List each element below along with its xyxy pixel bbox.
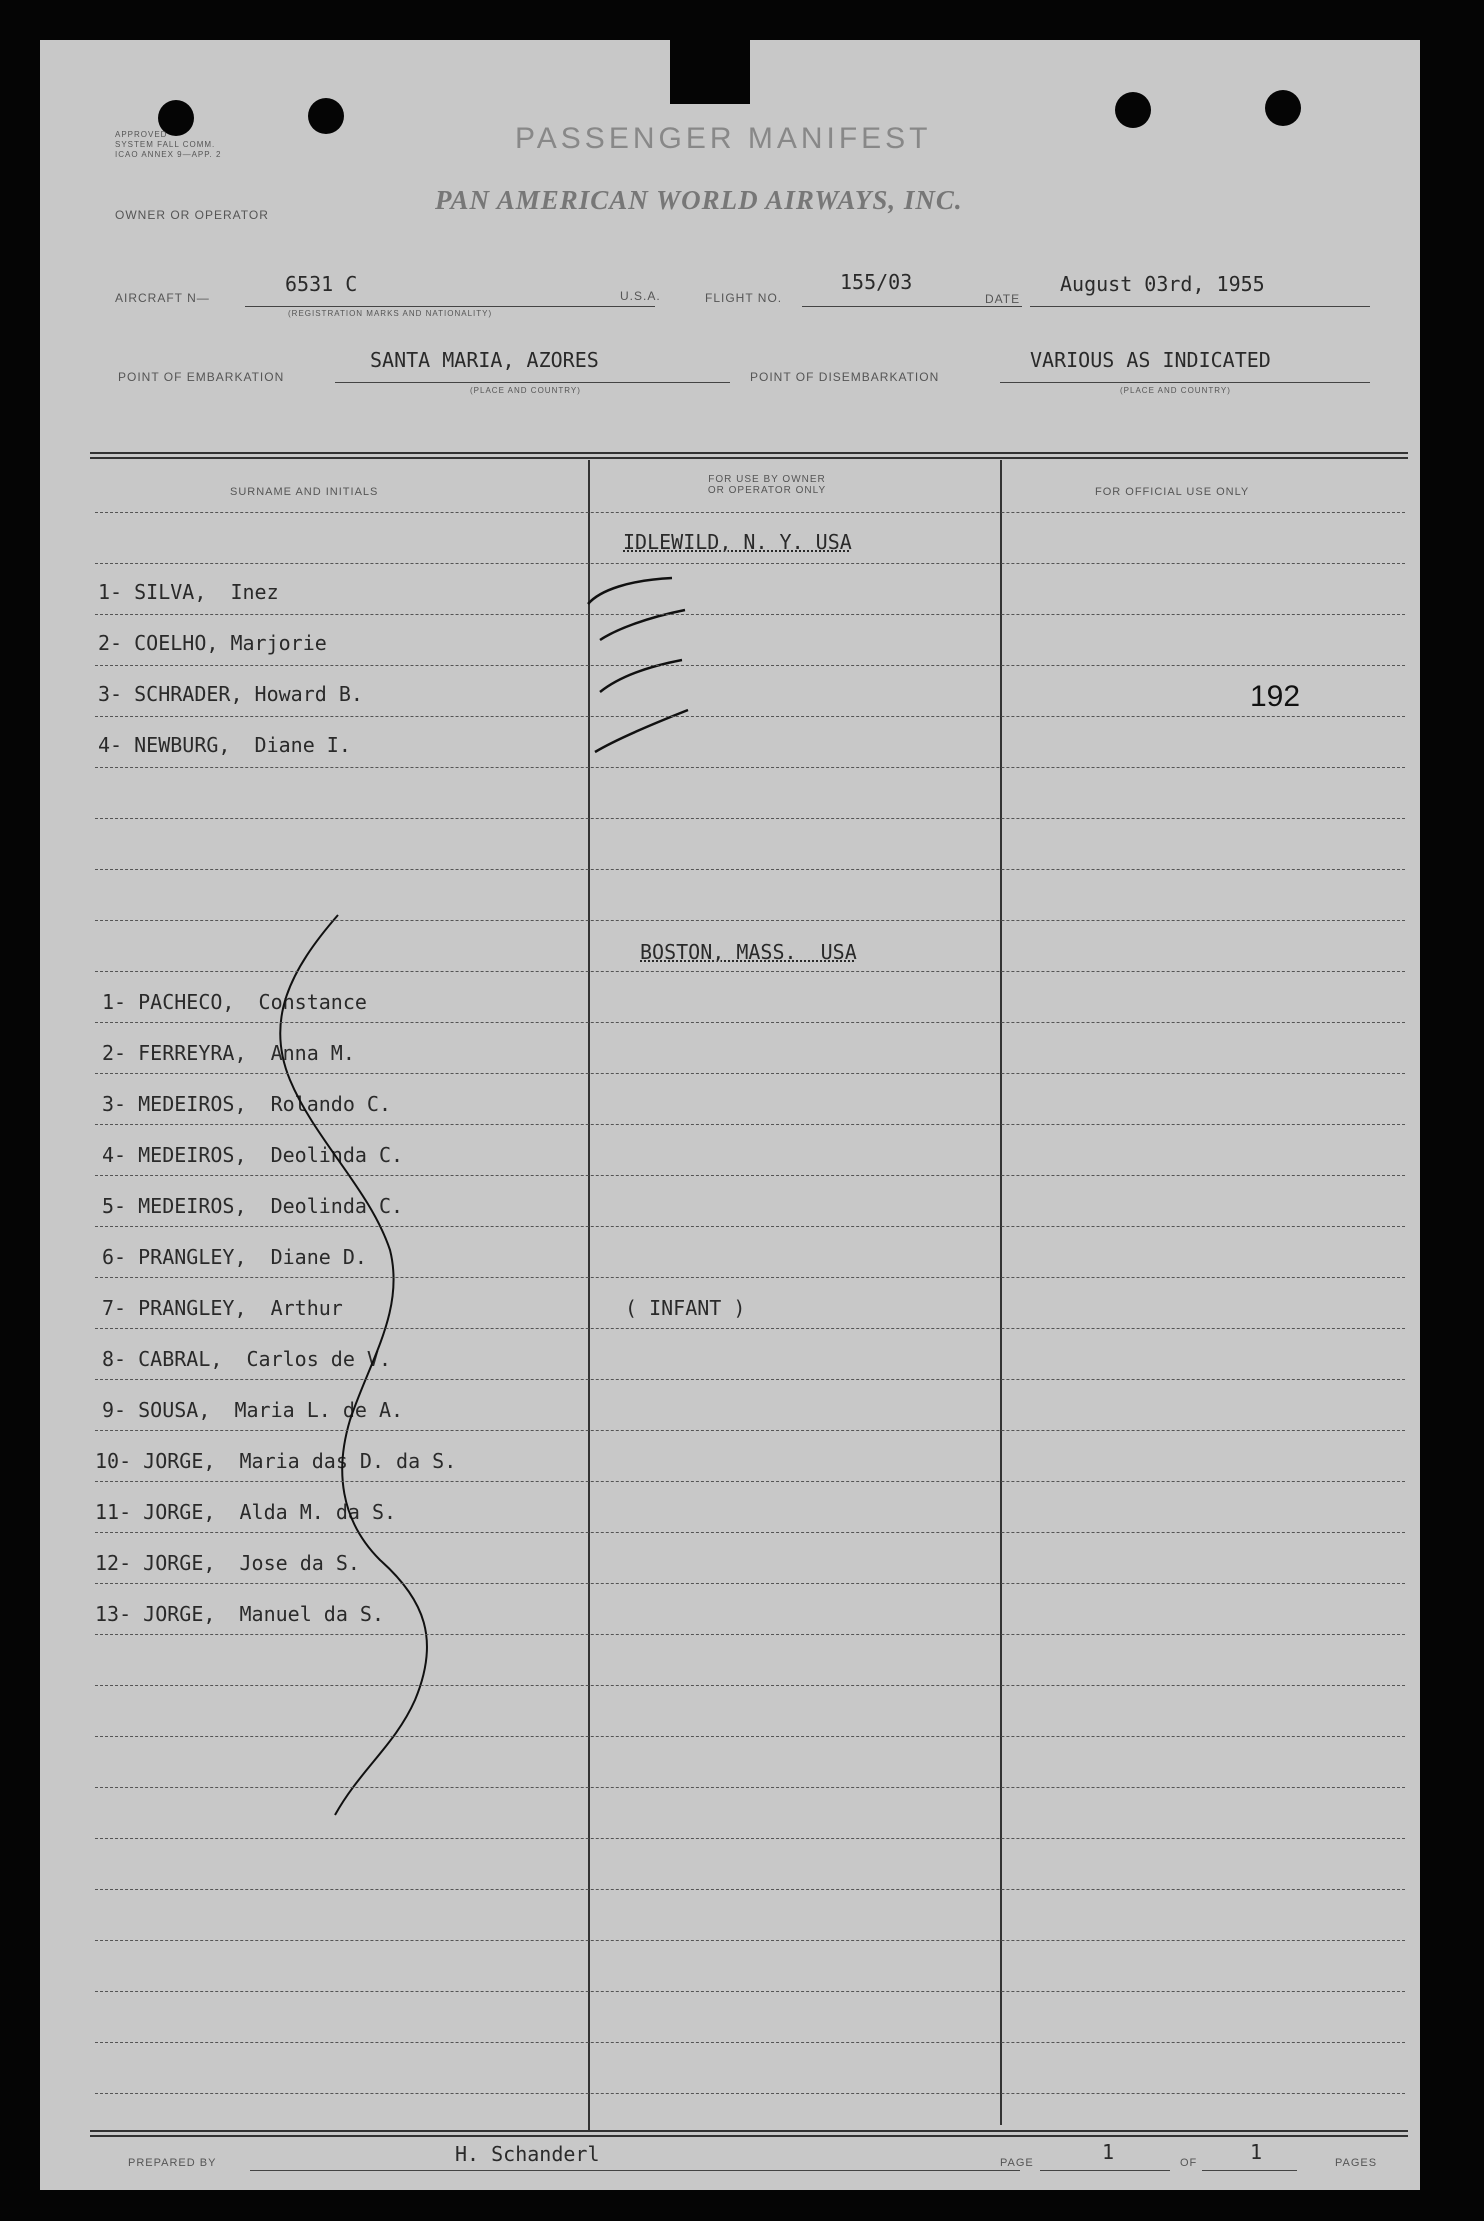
operator-header-line: OR OPERATOR ONLY (707, 485, 827, 496)
flight-value: 155/03 (840, 270, 913, 294)
operator-header-line: FOR USE BY OWNER (708, 474, 826, 485)
table-row-rule (95, 869, 1405, 870)
table-row-rule (95, 1277, 1405, 1278)
table-row-rule (95, 767, 1405, 768)
table-row-rule (95, 1838, 1405, 1839)
passenger-row: 6- PRANGLEY, Diane D. (102, 1245, 367, 1269)
aircraft-caption: (REGISTRATION MARKS AND NATIONALITY) (288, 309, 493, 318)
approval-line: ICAO ANNEX 9—APP. 2 (115, 150, 222, 159)
passenger-row: 4- MEDEIROS, Deolinda C. (102, 1143, 404, 1167)
table-row-rule (95, 1430, 1405, 1431)
table-row-rule (95, 1991, 1405, 1992)
pages-label: PAGES (1335, 2157, 1378, 2169)
passenger-row: 1- SILVA, Inez (98, 580, 279, 604)
date-value: August 03rd, 1955 (1060, 272, 1265, 296)
owner-label: OWNER OR OPERATOR (115, 208, 269, 222)
table-row-rule (95, 971, 1405, 972)
passenger-row: 10- JORGE, Maria das D. da S. (95, 1449, 457, 1473)
passenger-row: 11- JORGE, Alda M. da S. (95, 1500, 397, 1524)
table-row-rule (95, 1124, 1405, 1125)
page-label: PAGE (1000, 2157, 1034, 2169)
table-row-rule (95, 1532, 1405, 1533)
table-row-rule (95, 1022, 1405, 1023)
approval-line: SYSTEM FALL COMM. (115, 140, 216, 149)
form-title: PASSENGER MANIFEST (515, 122, 932, 155)
table-row-rule (95, 665, 1405, 666)
disembarkation-label: POINT OF DISEMBARKATION (750, 370, 940, 384)
flight-label: FLIGHT NO. (705, 291, 783, 305)
table-row-rule (95, 1787, 1405, 1788)
passenger-row: 13- JORGE, Manuel da S. (95, 1602, 384, 1626)
owner-value: PAN AMERICAN WORLD AIRWAYS, INC. (435, 185, 963, 215)
table-row-rule (95, 1175, 1405, 1176)
table-row-rule (95, 512, 1405, 513)
aircraft-label: AIRCRAFT N— (115, 291, 210, 305)
aircraft-value: 6531 C (285, 272, 358, 296)
of-underline (1202, 2170, 1297, 2171)
passenger-row: 7- PRANGLEY, Arthur (102, 1296, 343, 1320)
approval-line: APPROVED (115, 130, 168, 139)
page-value: 1 (1102, 2140, 1115, 2164)
table-row-rule (95, 818, 1405, 819)
table-row-rule (95, 1379, 1405, 1380)
table-row-rule (95, 1328, 1405, 1329)
of-label: OF (1180, 2157, 1198, 2169)
passenger-row: 3- SCHRADER, Howard B. (98, 682, 363, 706)
table-row-rule (95, 1940, 1405, 1941)
handwritten-marks (40, 40, 1420, 2190)
table-row-rule (95, 716, 1405, 717)
of-value: 1 (1250, 2140, 1263, 2164)
passenger-row: 4- NEWBURG, Diane I. (98, 733, 351, 757)
page-underline (1040, 2170, 1170, 2171)
table-row-rule (95, 1736, 1405, 1737)
table-bottom-border (90, 2130, 1408, 2137)
table-row-rule (95, 1685, 1405, 1686)
passenger-row: 5- MEDEIROS, Deolinda C. (102, 1194, 404, 1218)
date-label: DATE (985, 292, 1021, 306)
passenger-row: 2- FERREYRA, Anna M. (102, 1041, 355, 1065)
infant-note: ( INFANT ) (625, 1296, 746, 1320)
cancellation-scribble (280, 915, 427, 1815)
table-row-rule (95, 1073, 1405, 1074)
manifest-sheet (40, 40, 1420, 2190)
disembarkation-value: VARIOUS AS INDICATED (1030, 348, 1271, 372)
prepared-by-value: H. Schanderl (455, 2142, 600, 2166)
surname-column-header: SURNAME AND INITIALS (230, 486, 379, 498)
passenger-row: 1- PACHECO, Constance (102, 990, 367, 1014)
passenger-row: 3- MEDEIROS, Rolando C. (102, 1092, 391, 1116)
table-row-rule (95, 614, 1405, 615)
prepared-by-underline (250, 2170, 1020, 2171)
prepared-by-label: PREPARED BY (128, 2157, 217, 2169)
check-mark (588, 578, 672, 604)
table-row-rule (95, 1481, 1405, 1482)
destination-idlewild: IDLEWILD, N. Y. USA (623, 530, 852, 554)
table-row-rule (95, 1889, 1405, 1890)
official-number: 192 (1250, 680, 1301, 713)
table-row-rule (95, 1634, 1405, 1635)
embarkation-value: SANTA MARIA, AZORES (370, 348, 599, 372)
passenger-row: 2- COELHO, Marjorie (98, 631, 327, 655)
table-row-rule (95, 563, 1405, 564)
table-row-rule (95, 1226, 1405, 1227)
passenger-row: 9- SOUSA, Maria L. de A. (102, 1398, 404, 1422)
table-row-rule (95, 920, 1405, 921)
embarkation-label: POINT OF EMBARKATION (118, 370, 285, 384)
official-column-header: FOR OFFICIAL USE ONLY (1095, 486, 1250, 498)
table-row-rule (95, 1583, 1405, 1584)
passenger-row: 8- CABRAL, Carlos de V. (102, 1347, 391, 1371)
passenger-row: 12- JORGE, Jose da S. (95, 1551, 360, 1575)
table-row-rule (95, 2042, 1405, 2043)
destination-boston: BOSTON, MASS. USA (640, 940, 857, 964)
disembarkation-caption: (PLACE AND COUNTRY) (1120, 386, 1231, 395)
table-row-rule (95, 2093, 1405, 2094)
embarkation-caption: (PLACE AND COUNTRY) (470, 386, 581, 395)
flight-prefix: U.S.A. (620, 289, 661, 303)
